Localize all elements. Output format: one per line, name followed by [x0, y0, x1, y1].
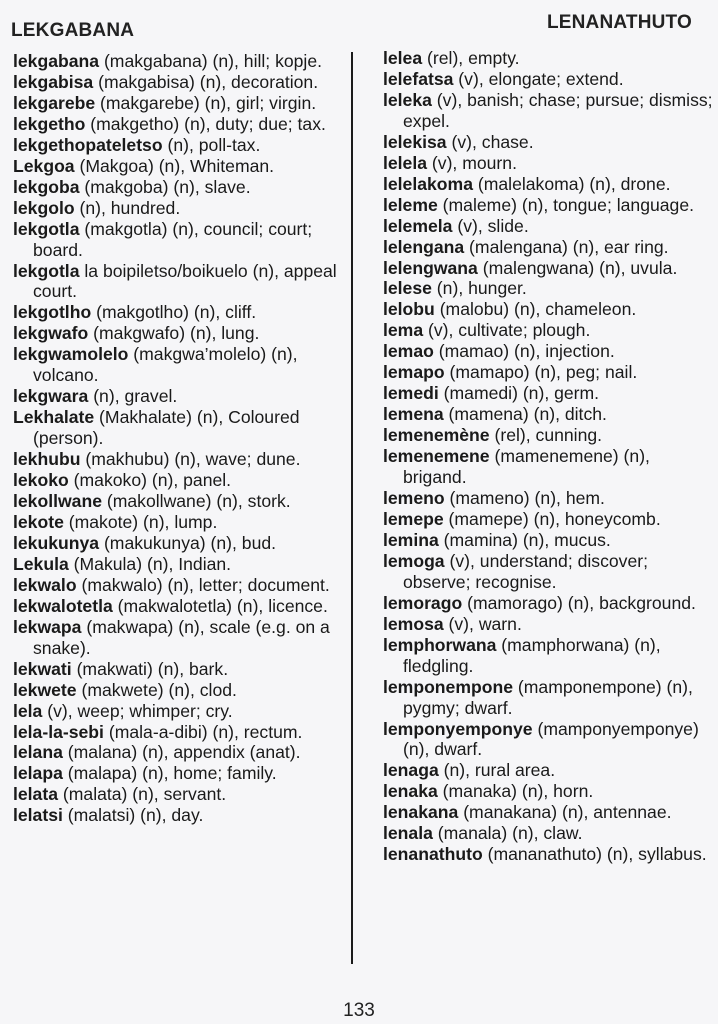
entry-definition: (manaka) (n), horn.	[437, 781, 594, 802]
entry-headword: lela-la-sebi	[13, 721, 104, 742]
dictionary-entry	[13, 575, 348, 596]
entry-headword: lenanathuto	[383, 844, 483, 865]
entry-definition: (n), hundred.	[74, 197, 181, 218]
dictionary-entry	[13, 449, 348, 470]
entry-headword: lekgabisa	[13, 71, 94, 92]
entry-headword: lelefatsa	[383, 68, 454, 89]
dictionary-entry	[383, 781, 713, 802]
dictionary-entry	[383, 425, 713, 446]
entry-headword: lekgwara	[13, 386, 89, 407]
entry-headword: lemao	[383, 341, 434, 362]
entry-headword: lekgarebe	[13, 92, 96, 113]
entry-definition: (v), understand; discover; observe; recognise.	[403, 550, 649, 592]
right-column	[383, 48, 713, 865]
entry-headword: lekgotla	[13, 218, 80, 239]
entry-headword: lemphorwana	[383, 634, 497, 655]
entry-definition: (malata) (n), servant.	[58, 784, 227, 805]
guideword-right: LENANATHUTO	[546, 12, 692, 33]
entry-definition: (Makhalate) (n), Coloured (person).	[33, 407, 300, 449]
entry-headword: lekgotla	[13, 260, 80, 281]
dictionary-entry	[383, 551, 713, 593]
entry-definition: (v), chase.	[446, 131, 534, 152]
entry-definition: (mamenemene) (n), brigand.	[403, 446, 650, 488]
dictionary-entry	[13, 177, 348, 198]
dictionary-entry	[13, 51, 348, 72]
entry-definition: (malana) (n), appendix (anat).	[62, 742, 301, 763]
entry-headword: lekwati	[13, 658, 72, 679]
entry-headword: lekote	[13, 511, 64, 532]
entry-headword: lelengwana	[383, 257, 478, 278]
entry-headword: lemoga	[383, 550, 445, 571]
dictionary-entry	[13, 763, 348, 784]
entry-definition: (malengana) (n), ear ring.	[464, 236, 669, 257]
entry-headword: lenaga	[383, 760, 439, 781]
entry-headword: leleme	[383, 194, 438, 215]
entry-headword: lekwapa	[13, 616, 82, 637]
dictionary-entry	[13, 784, 348, 805]
column-divider	[351, 52, 353, 964]
entry-definition: (makwalo) (n), letter; document.	[76, 574, 330, 595]
entry-headword: lelobu	[383, 299, 435, 320]
entry-definition: (mamponyemponye) (n), dwarf.	[403, 718, 699, 760]
entry-definition: (makwati) (n), bark.	[71, 658, 229, 679]
entry-headword: lelengana	[383, 236, 465, 257]
dictionary-entry	[13, 533, 348, 554]
entry-definition: (malelakoma) (n), drone.	[472, 173, 671, 194]
dictionary-entry	[13, 680, 348, 701]
entry-headword: lelea	[383, 48, 423, 68]
entry-definition: (malatsi) (n), day.	[62, 805, 204, 826]
entry-definition: (makote) (n), lump.	[63, 511, 218, 532]
entry-definition: (mamponempone) (n), pygmy; dwarf.	[403, 676, 693, 718]
dictionary-entry	[383, 237, 713, 258]
entry-headword: lekollwane	[13, 491, 102, 512]
dictionary-entry	[13, 742, 348, 763]
dictionary-entry	[13, 386, 348, 407]
dictionary-entry	[13, 491, 348, 512]
entry-headword: lemponyemponye	[383, 718, 533, 739]
entry-definition: (malobu) (n), chameleon.	[434, 299, 637, 320]
dictionary-entry	[13, 344, 348, 386]
entry-headword: lemina	[383, 529, 439, 550]
dictionary-entry	[13, 302, 348, 323]
dictionary-entry	[383, 509, 713, 530]
entry-headword: lekoko	[13, 470, 69, 491]
dictionary-entry	[383, 677, 713, 719]
entry-definition: (maleme) (n), tongue; language.	[437, 194, 695, 215]
page-number: 133	[343, 1000, 375, 1021]
entry-definition: (makgetho) (n), duty; due; tax.	[85, 113, 326, 134]
entry-definition: (mamedi) (n), germ.	[438, 383, 600, 404]
dictionary-entry	[383, 216, 713, 237]
dictionary-entry	[383, 823, 713, 844]
dictionary-entry	[13, 135, 348, 156]
entry-definition: (makwalotetla) (n), licence.	[112, 595, 328, 616]
dictionary-entry	[383, 404, 713, 425]
dictionary-entry	[13, 114, 348, 135]
dictionary-entry	[383, 278, 713, 299]
dictionary-entry	[383, 48, 713, 69]
entry-headword: lelelakoma	[383, 173, 473, 194]
entry-definition: (makollwane) (n), stork.	[101, 491, 291, 512]
entry-definition: la boipiletso/boikuelo (n), appeal court.	[33, 260, 337, 302]
dictionary-entry	[13, 198, 348, 219]
dictionary-entry	[383, 195, 713, 216]
entry-definition: (makoko) (n), panel.	[68, 470, 232, 491]
entry-definition: (makhubu) (n), wave; dune.	[80, 449, 301, 470]
entry-definition: (v), warn.	[443, 613, 522, 634]
entry-definition: (makukunya) (n), bud.	[99, 532, 277, 553]
entry-definition: (makgoba) (n), slave.	[79, 176, 251, 197]
dictionary-entry	[383, 530, 713, 551]
entry-headword: lekgetho	[13, 113, 86, 134]
entry-headword: lekgolo	[13, 197, 75, 218]
dictionary-entry	[383, 760, 713, 781]
dictionary-entry	[13, 617, 348, 659]
dictionary-entry	[383, 844, 713, 865]
entry-definition: (v), banish; chase; pursue; dismiss; expel.	[403, 89, 713, 131]
entry-headword: lelata	[13, 784, 58, 805]
entry-definition: (mamphorwana) (n), fledgling.	[403, 634, 661, 676]
entry-definition: (mamena) (n), ditch.	[443, 404, 607, 425]
entry-headword: lekgethopateletso	[13, 134, 163, 155]
entry-definition: (mamina) (n), mucus.	[438, 529, 611, 550]
entry-definition: (Makula) (n), Indian.	[68, 553, 232, 574]
dictionary-entry	[383, 446, 713, 488]
entry-headword: lemedi	[383, 383, 439, 404]
entry-headword: lemenemene	[383, 446, 490, 467]
entry-definition: (mamapo) (n), peg; nail.	[444, 362, 638, 383]
dictionary-entry	[13, 470, 348, 491]
dictionary-entry	[13, 596, 348, 617]
entry-headword: lekwalotetla	[13, 595, 113, 616]
entry-definition: (malengwana) (n), uvula.	[477, 257, 678, 278]
dictionary-entry	[13, 323, 348, 344]
entry-headword: lelana	[13, 742, 63, 763]
dictionary-entry	[383, 488, 713, 509]
entry-headword: lemena	[383, 404, 444, 425]
entry-headword: lekgabana	[13, 51, 100, 71]
dictionary-entry	[383, 802, 713, 823]
entry-definition: (rel), cunning.	[489, 425, 603, 446]
entry-headword: lekgwamolelo	[13, 344, 129, 365]
dictionary-entry	[383, 90, 713, 132]
dictionary-entry	[383, 362, 713, 383]
dictionary-entry	[383, 258, 713, 279]
entry-definition: (makgwa’molelo) (n), volcano.	[33, 344, 298, 386]
dictionary-entry	[13, 219, 348, 261]
entry-headword: lenaka	[383, 781, 438, 802]
entry-definition: (Makgoa) (n), Whiteman.	[74, 155, 275, 176]
entry-headword: lema	[383, 320, 424, 341]
entry-definition: (makgabana) (n), hill; kopje.	[99, 51, 323, 71]
dictionary-entry	[13, 701, 348, 722]
entry-definition: (malapa) (n), home; family.	[62, 763, 277, 784]
dictionary-entry	[383, 593, 713, 614]
dictionary-entry	[13, 659, 348, 680]
entry-definition: (manala) (n), claw.	[432, 823, 583, 844]
entry-definition: (n), gravel.	[88, 386, 178, 407]
entry-headword: lekwete	[13, 679, 77, 700]
entry-headword: lelapa	[13, 763, 63, 784]
dictionary-entry	[383, 153, 713, 174]
entry-headword: lemepe	[383, 508, 444, 529]
dictionary-entry	[383, 719, 713, 761]
entry-headword: lekwalo	[13, 574, 77, 595]
dictionary-entry	[13, 261, 348, 303]
entry-definition: (v), slide.	[452, 215, 529, 236]
entry-definition: (mamepe) (n), honeycomb.	[443, 508, 661, 529]
entry-definition: (mananathuto) (n), syllabus.	[482, 844, 707, 865]
entry-headword: Lekhalate	[13, 407, 95, 428]
dictionary-entry	[383, 132, 713, 153]
entry-headword: lela	[13, 700, 43, 721]
entry-headword: lelese	[383, 278, 432, 299]
dictionary-entry	[13, 554, 348, 575]
entry-headword: lelatsi	[13, 805, 63, 826]
dictionary-entry	[13, 512, 348, 533]
entry-definition: (makgwafo) (n), lung.	[88, 323, 260, 344]
entry-headword: lemorago	[383, 592, 463, 613]
dictionary-entry	[383, 341, 713, 362]
entry-headword: lekukunya	[13, 532, 100, 553]
entry-definition: (makgabisa) (n), decoration.	[93, 71, 319, 92]
entry-headword: lekhubu	[13, 449, 81, 470]
entry-definition: (v), elongate; extend.	[453, 68, 624, 89]
dictionary-entry	[383, 320, 713, 341]
entry-headword: Lekula	[13, 553, 69, 574]
entry-definition: (n), rural area.	[438, 760, 556, 781]
dictionary-entry	[13, 407, 348, 449]
entry-headword: lekgwafo	[13, 323, 89, 344]
entry-definition: (makgotlho) (n), cliff.	[91, 302, 257, 323]
entry-definition: (mamao) (n), injection.	[433, 341, 615, 362]
dictionary-entry	[383, 69, 713, 90]
entry-headword: lemponempone	[383, 676, 514, 697]
entry-definition: (makgotla) (n), council; court; board.	[33, 218, 313, 260]
entry-definition: (manakana) (n), antennae.	[458, 802, 672, 823]
entry-definition: (makgarebe) (n), girl; virgin.	[95, 92, 317, 113]
entry-headword: lekgoba	[13, 176, 80, 197]
dictionary-entry	[13, 722, 348, 743]
entry-headword: lelekisa	[383, 131, 447, 152]
left-column	[13, 51, 348, 826]
entry-definition: (mameno) (n), hem.	[444, 488, 605, 509]
entry-definition: (mamorago) (n), background.	[462, 592, 696, 613]
guideword-left: LEKGABANA	[11, 20, 135, 41]
dictionary-entry	[13, 72, 348, 93]
dictionary-entry	[13, 93, 348, 114]
dictionary-entry	[13, 805, 348, 826]
entry-definition: (n), poll-tax.	[162, 134, 261, 155]
entry-definition: (makwete) (n), clod.	[76, 679, 237, 700]
entry-definition: (makwapa) (n), scale (e.g. on a snake).	[33, 616, 330, 658]
dictionary-entry	[383, 174, 713, 195]
entry-headword: lekgotlho	[13, 302, 92, 323]
dictionary-entry	[383, 299, 713, 320]
entry-headword: lelemela	[383, 215, 453, 236]
entry-headword: lemeno	[383, 488, 445, 509]
entry-definition: (v), weep; whimper; cry.	[42, 700, 233, 721]
entry-headword: leleka	[383, 89, 432, 110]
entry-headword: lenakana	[383, 802, 459, 823]
entry-headword: lemenemène	[383, 425, 490, 446]
entry-headword: Lekgoa	[13, 155, 75, 176]
dictionary-entry	[383, 383, 713, 404]
entry-headword: lenala	[383, 823, 433, 844]
dictionary-entry	[383, 635, 713, 677]
entry-definition: (v), mourn.	[427, 152, 517, 173]
entry-headword: lemapo	[383, 362, 445, 383]
entry-definition: (mala-a-dibi) (n), rectum.	[103, 721, 303, 742]
entry-definition: (v), cultivate; plough.	[423, 320, 591, 341]
entry-headword: lelela	[383, 152, 428, 173]
entry-definition: (n), hunger.	[431, 278, 527, 299]
dictionary-entry	[13, 156, 348, 177]
entry-headword: lemosa	[383, 613, 444, 634]
entry-definition: (rel), empty.	[422, 48, 520, 68]
dictionary-entry	[383, 614, 713, 635]
